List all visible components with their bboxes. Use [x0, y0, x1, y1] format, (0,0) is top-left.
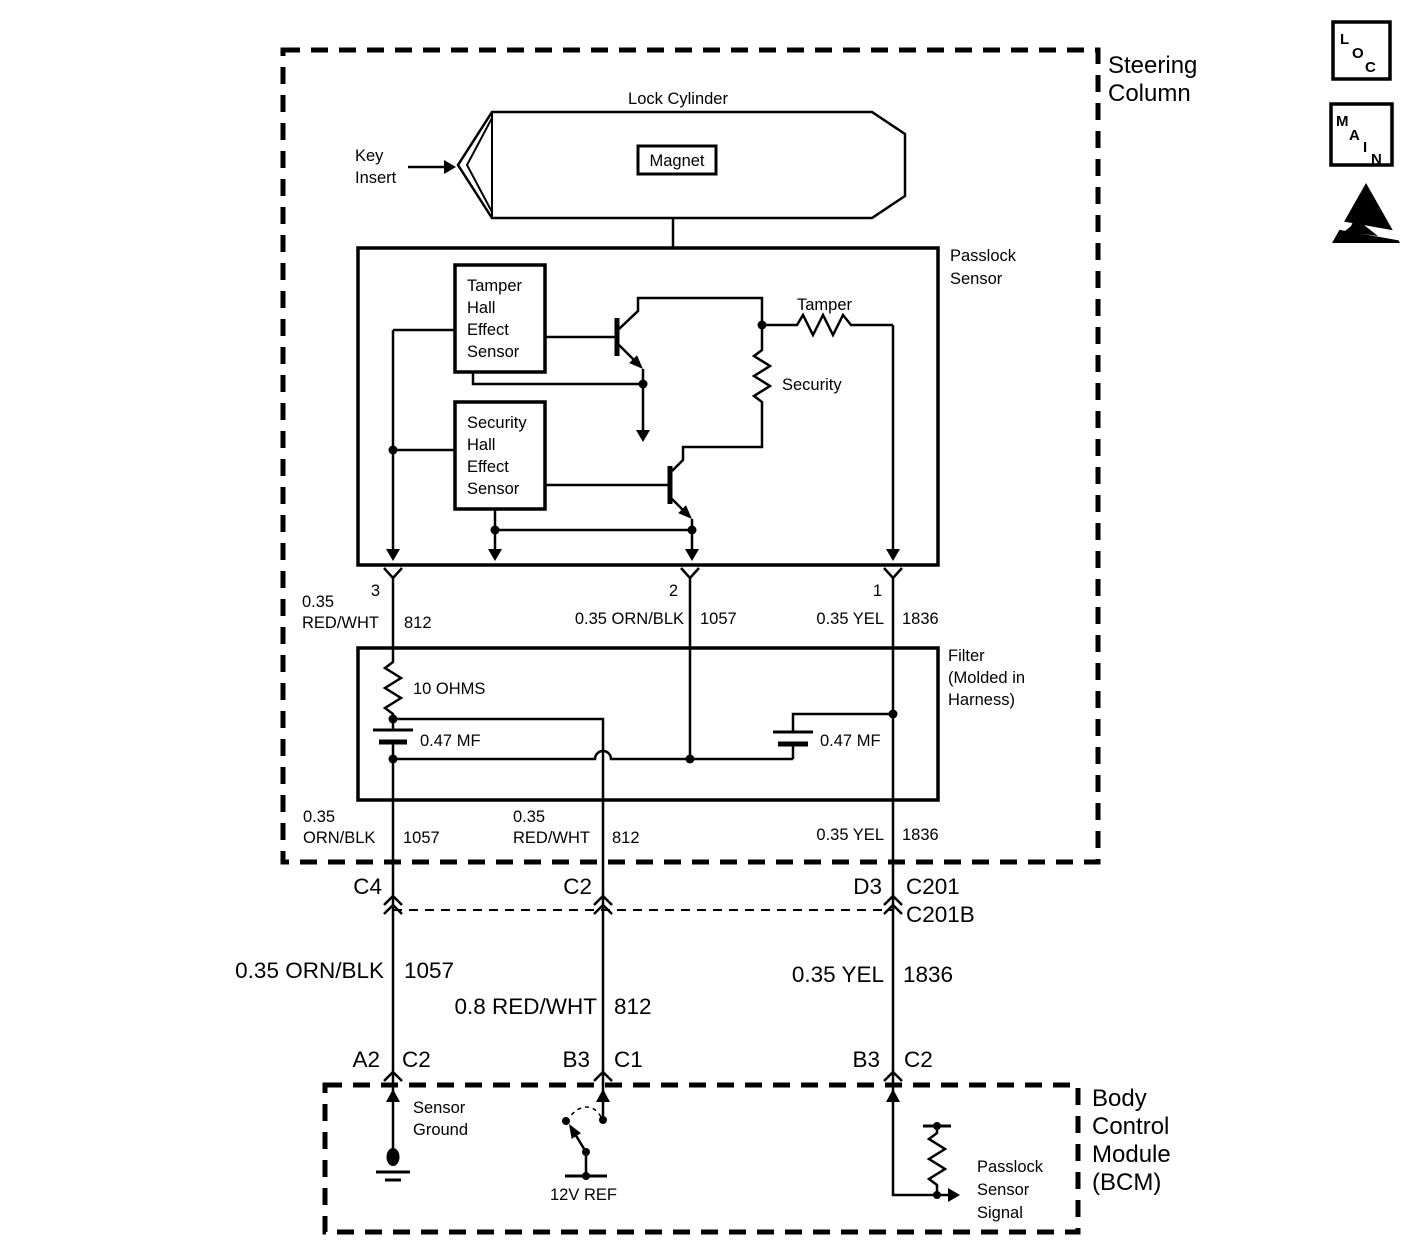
- filter: [358, 647, 1025, 800]
- down-arrowhead-icon: [636, 430, 650, 442]
- connector-name-label: C201: [906, 874, 960, 899]
- wire-color-label: 0.35 ORN/BLK: [235, 958, 384, 983]
- sensor-pin-row: [302, 568, 939, 648]
- connector-pin-label: C2: [563, 874, 592, 899]
- wire-color-label: 0.35 YEL: [791, 962, 884, 987]
- steering-column-label: Column: [1108, 80, 1191, 107]
- connector-name-label: C201B: [906, 902, 975, 927]
- wire: [473, 372, 643, 384]
- tamper-hes-label: Tamper: [467, 277, 523, 295]
- tamper-hes-label: Effect: [467, 321, 509, 339]
- lock-cylinder-label: Lock Cylinder: [628, 90, 728, 108]
- wire: [495, 509, 692, 530]
- switch-contact-dot: [562, 1117, 570, 1125]
- security-resistor-icon: [683, 325, 770, 458]
- wire-circuit-label: 812: [612, 829, 640, 847]
- capacitor-label: 0.47 MF: [820, 732, 881, 750]
- wire-circuit-label: 1836: [902, 826, 939, 844]
- wire-circuit-label: 1057: [403, 829, 440, 847]
- bcm-pin-row: [352, 1047, 932, 1081]
- signal-arrowhead-icon: [948, 1188, 960, 1202]
- filter-label: Filter: [948, 647, 985, 665]
- main-icon-letter: I: [1363, 139, 1368, 156]
- wire-circuit-label: 1836: [903, 962, 954, 987]
- tamper-hes-label: Hall: [467, 299, 496, 317]
- passlock-signal-label: Sensor: [977, 1181, 1030, 1199]
- magnet-label: Magnet: [649, 152, 705, 170]
- wire-circuit-label: 1057: [700, 610, 737, 628]
- security-hes-label: Security: [467, 414, 527, 432]
- passlock-signal-label: Passlock: [977, 1158, 1044, 1176]
- loc-icon-letter: L: [1340, 31, 1350, 48]
- filter-box: [358, 648, 938, 800]
- passlock-signal-label: Signal: [977, 1204, 1023, 1222]
- transistor-collector-wire: [619, 298, 762, 329]
- filter-resistor-label: 10 OHMS: [413, 680, 486, 698]
- bcm-label: (BCM): [1092, 1169, 1162, 1196]
- wire-circuit-label: 1057: [404, 958, 455, 983]
- bcm-resistor-icon: [929, 1126, 945, 1195]
- security-hes-label: Hall: [467, 436, 496, 454]
- passlock-sensor-label: Sensor: [950, 270, 1003, 288]
- key-insert-arrowhead-icon: [444, 160, 456, 174]
- tamper-resistor-icon: [762, 315, 893, 335]
- wire-color-label: 0.35 ORN/BLK: [574, 610, 684, 628]
- esd-sensitive-icon: [1332, 183, 1400, 243]
- security-hes-label: Effect: [467, 458, 509, 476]
- steering-column-label: Steering: [1108, 52, 1198, 79]
- bcm-pin-connector-label: C2: [904, 1047, 933, 1072]
- key-insert-label: Key: [355, 147, 384, 165]
- reference-icons: [1331, 22, 1400, 243]
- wire: [793, 714, 893, 732]
- bcm-pin-connector-label: C2: [402, 1047, 431, 1072]
- filter-label: Harness): [948, 691, 1015, 709]
- connector-pin-label: C4: [353, 874, 382, 899]
- connector-pin-label: D3: [853, 874, 882, 899]
- wire: [893, 1085, 948, 1195]
- tamper-resistor-label: Tamper: [797, 296, 853, 314]
- capacitor-label: 0.47 MF: [420, 732, 481, 750]
- bcm-pin-label: B3: [852, 1047, 880, 1072]
- bcm-label: Module: [1092, 1141, 1171, 1168]
- main-icon: [1331, 104, 1392, 168]
- switch-blade-arrowhead-icon: [569, 1124, 581, 1139]
- security-hes-label: Sensor: [467, 480, 520, 498]
- passlock-sensor: [358, 247, 1017, 565]
- loc-icon-letter: O: [1352, 45, 1364, 62]
- wire-with-hop: [393, 751, 793, 759]
- down-arrowhead-icon: [386, 549, 400, 561]
- pin-number: 1: [872, 582, 882, 600]
- main-icon-letter: M: [1336, 113, 1349, 130]
- wire-color-label: RED/WHT: [302, 614, 379, 632]
- wire-color-label: 0.35 YEL: [816, 826, 884, 844]
- wire-color-label: 0.35 YEL: [816, 610, 884, 628]
- wire-size-label: 0.35: [302, 593, 335, 611]
- passlock-sensor-label: Passlock: [950, 247, 1017, 265]
- down-arrowhead-icon: [685, 549, 699, 561]
- bcm-pin-label: A2: [352, 1047, 380, 1072]
- junction-dot: [933, 1191, 941, 1199]
- main-icon-letter: A: [1349, 127, 1360, 144]
- lock-cylinder: [355, 90, 905, 248]
- filter-label: (Molded in: [948, 669, 1026, 687]
- security-resistor-label: Security: [782, 376, 842, 394]
- tamper-hes-label: Sensor: [467, 343, 520, 361]
- filter-output-wires: [303, 800, 939, 1085]
- wire-size-label: 0.35: [303, 808, 336, 826]
- down-arrowhead-icon: [488, 549, 502, 561]
- switch-travel-arc: [569, 1107, 601, 1118]
- sensor-ground-label: Sensor: [413, 1099, 466, 1117]
- wire-color-label: ORN/BLK: [303, 829, 376, 847]
- ground-terminal-icon: [387, 1148, 400, 1166]
- sensor-ground-label: Ground: [413, 1121, 469, 1139]
- pin-connector-mark: [384, 568, 402, 648]
- main-icon-letter: N: [1371, 151, 1382, 168]
- loc-icon: [1333, 22, 1390, 79]
- wire-circuit-label: 1836: [902, 610, 939, 628]
- switch-contact-dot: [599, 1116, 607, 1124]
- filter-resistor-icon: [385, 648, 401, 719]
- 12v-ref-label: 12V REF: [550, 1186, 617, 1204]
- bcm-section: [325, 1085, 1171, 1232]
- down-arrowhead-icon: [886, 549, 900, 561]
- harness-wire-labels: [235, 958, 953, 1019]
- wire-size-label: 0.35: [513, 808, 546, 826]
- wire-color-label: RED/WHT: [513, 829, 590, 847]
- pin-number: 3: [370, 582, 380, 600]
- pin-connector-mark: [681, 568, 699, 648]
- pin-connector-mark: [884, 568, 902, 648]
- pin-number: 2: [668, 582, 678, 600]
- bcm-label: Body: [1092, 1085, 1147, 1112]
- loc-icon-letter: C: [1365, 59, 1376, 76]
- wire-circuit-label: 812: [614, 994, 652, 1019]
- transistor-collector-wire: [672, 458, 683, 471]
- bcm-pin-connector-label: C1: [614, 1047, 643, 1072]
- junction-dot: [686, 755, 695, 764]
- wire-circuit-label: 812: [404, 614, 432, 632]
- bcm-pin-label: B3: [562, 1047, 590, 1072]
- key-insert-label: Insert: [355, 169, 397, 187]
- wire-color-label: 0.8 RED/WHT: [454, 994, 597, 1019]
- bcm-label: Control: [1092, 1113, 1170, 1140]
- column-connector-row: [353, 874, 975, 927]
